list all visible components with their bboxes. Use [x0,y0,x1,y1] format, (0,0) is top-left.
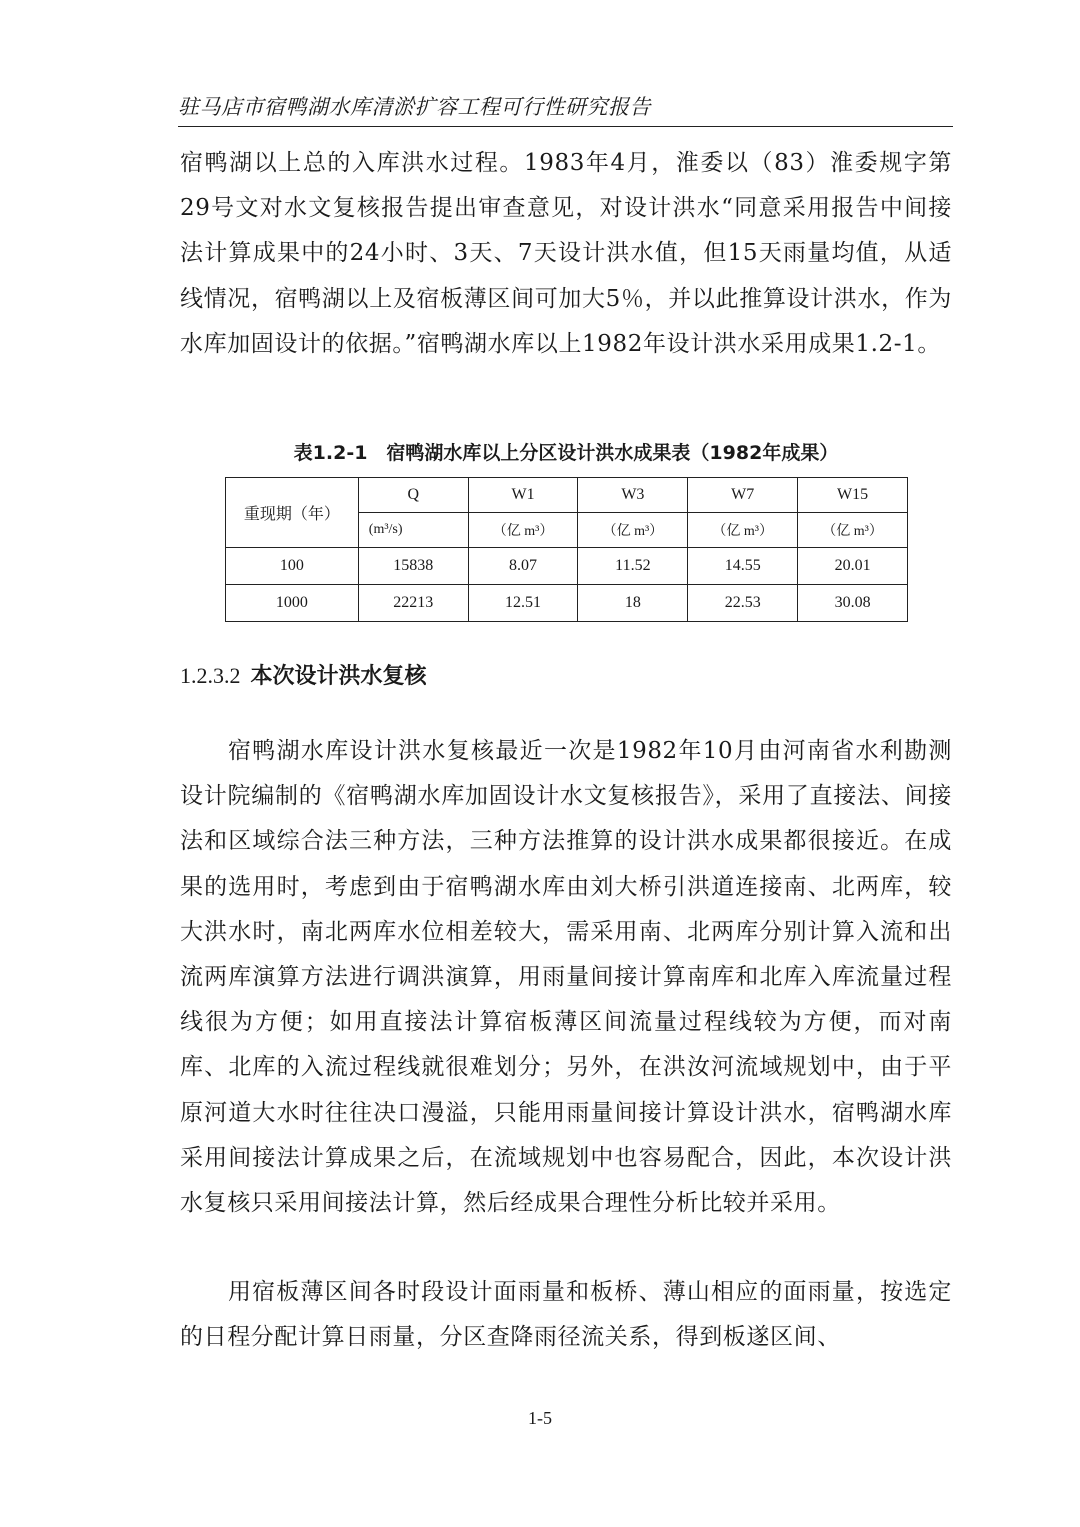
section-title: 本次设计洪水复核 [250,664,427,689]
page-number: 1-5 [528,1408,552,1428]
period-cell: 1000 [226,585,359,622]
unit-cell-w3: （亿 m³） [578,513,688,548]
unit-cell-w7: （亿 m³） [688,513,798,548]
value-cell-w7: 14.55 [688,548,798,585]
column-header-q: Q [358,478,468,513]
value-cell-w3: 11.52 [578,548,688,585]
paragraph-flood-review: 宿鸭湖水库设计洪水复核最近一次是1982年10月由河南省水利勘测设计院编制的《宿鸭湖水库加固设计水文复核报告》，采用了直接法、间接法和区域综合法三种方法，三种方法推算的设计洪水成果都很接近。在成果的选用时，考虑到由于宿鸭湖水库由刘大桥引洪道连接南、北两库，较大洪水时，南北两库水位相差较大，需采用南、北两库分别计算入流和出流两库演算方法进行调洪演算，用雨量间接计算南库和北库入库流量过程线很为方便；如用直接法计算宿板薄区间流量过程线较为方便，而对南库、北库的入流过程线就很难划分；另外，在洪汝河流域规划中，由于平原河道大水时往往决口漫溢，只能用雨量间接计算设计洪水，宿鸭湖水库采用间接法计算成果之后，在流域规划中也容易配合，因此，本次设计洪水复核只采用间接法计算，然后经成果合理性分析比较并采用。 [180,738,952,1217]
section-number: 1.2.3.2 [180,663,241,688]
design-flood-table [225,477,908,622]
row-header-cell: 重现期（年） [226,478,359,548]
value-cell-q: 15838 [358,548,468,585]
value-cell-w15: 20.01 [798,548,908,585]
unit-cell-q: (m³/s) [358,513,468,548]
column-header-w15: W15 [798,478,908,513]
column-header-w3: W3 [578,478,688,513]
value-cell-q: 22213 [358,585,468,622]
unit-cell-w1: （亿 m³） [468,513,578,548]
table-row [226,585,908,622]
value-cell-w15: 30.08 [798,585,908,622]
paragraph-flood-process: 宿鸭湖以上总的入库洪水过程。1983年4月，淮委以（83）淮委规字第29号文对水文复核报告提出审查意见，对设计洪水“同意采用报告中间接法计算成果中的24小时、3天、7天设计洪水值，但15天雨量均值，从适线情况，宿鸭湖以上及宿板薄区间可加大5％，并以此推算设计洪水，作为水库加固设计的依据。”宿鸭湖水库以上1982年设计洪水采用成果1.2-1。 [180,150,952,357]
unit-cell-w15: （亿 m³） [798,513,908,548]
value-cell-w1: 12.51 [468,585,578,622]
table-row [226,548,908,585]
column-header-w1: W1 [468,478,578,513]
document-header: 驻马店市宿鸭湖水库清淤扩容工程可行性研究报告 [178,92,953,127]
column-header-w7: W7 [688,478,798,513]
table-header-row [226,478,908,513]
section-heading [180,660,952,693]
period-cell: 100 [226,548,359,585]
value-cell-w1: 8.07 [468,548,578,585]
value-cell-w7: 22.53 [688,585,798,622]
value-cell-w3: 18 [578,585,688,622]
paragraph-rainfall-calc: 用宿板薄区间各时段设计面雨量和板桥、薄山相应的面雨量，按选定的日程分配计算日雨量，分区查降雨径流关系，得到板遂区间、 [180,1279,952,1351]
table-caption: 表1.2-1 宿鸭湖水库以上分区设计洪水成果表（1982年成果） [293,442,839,464]
